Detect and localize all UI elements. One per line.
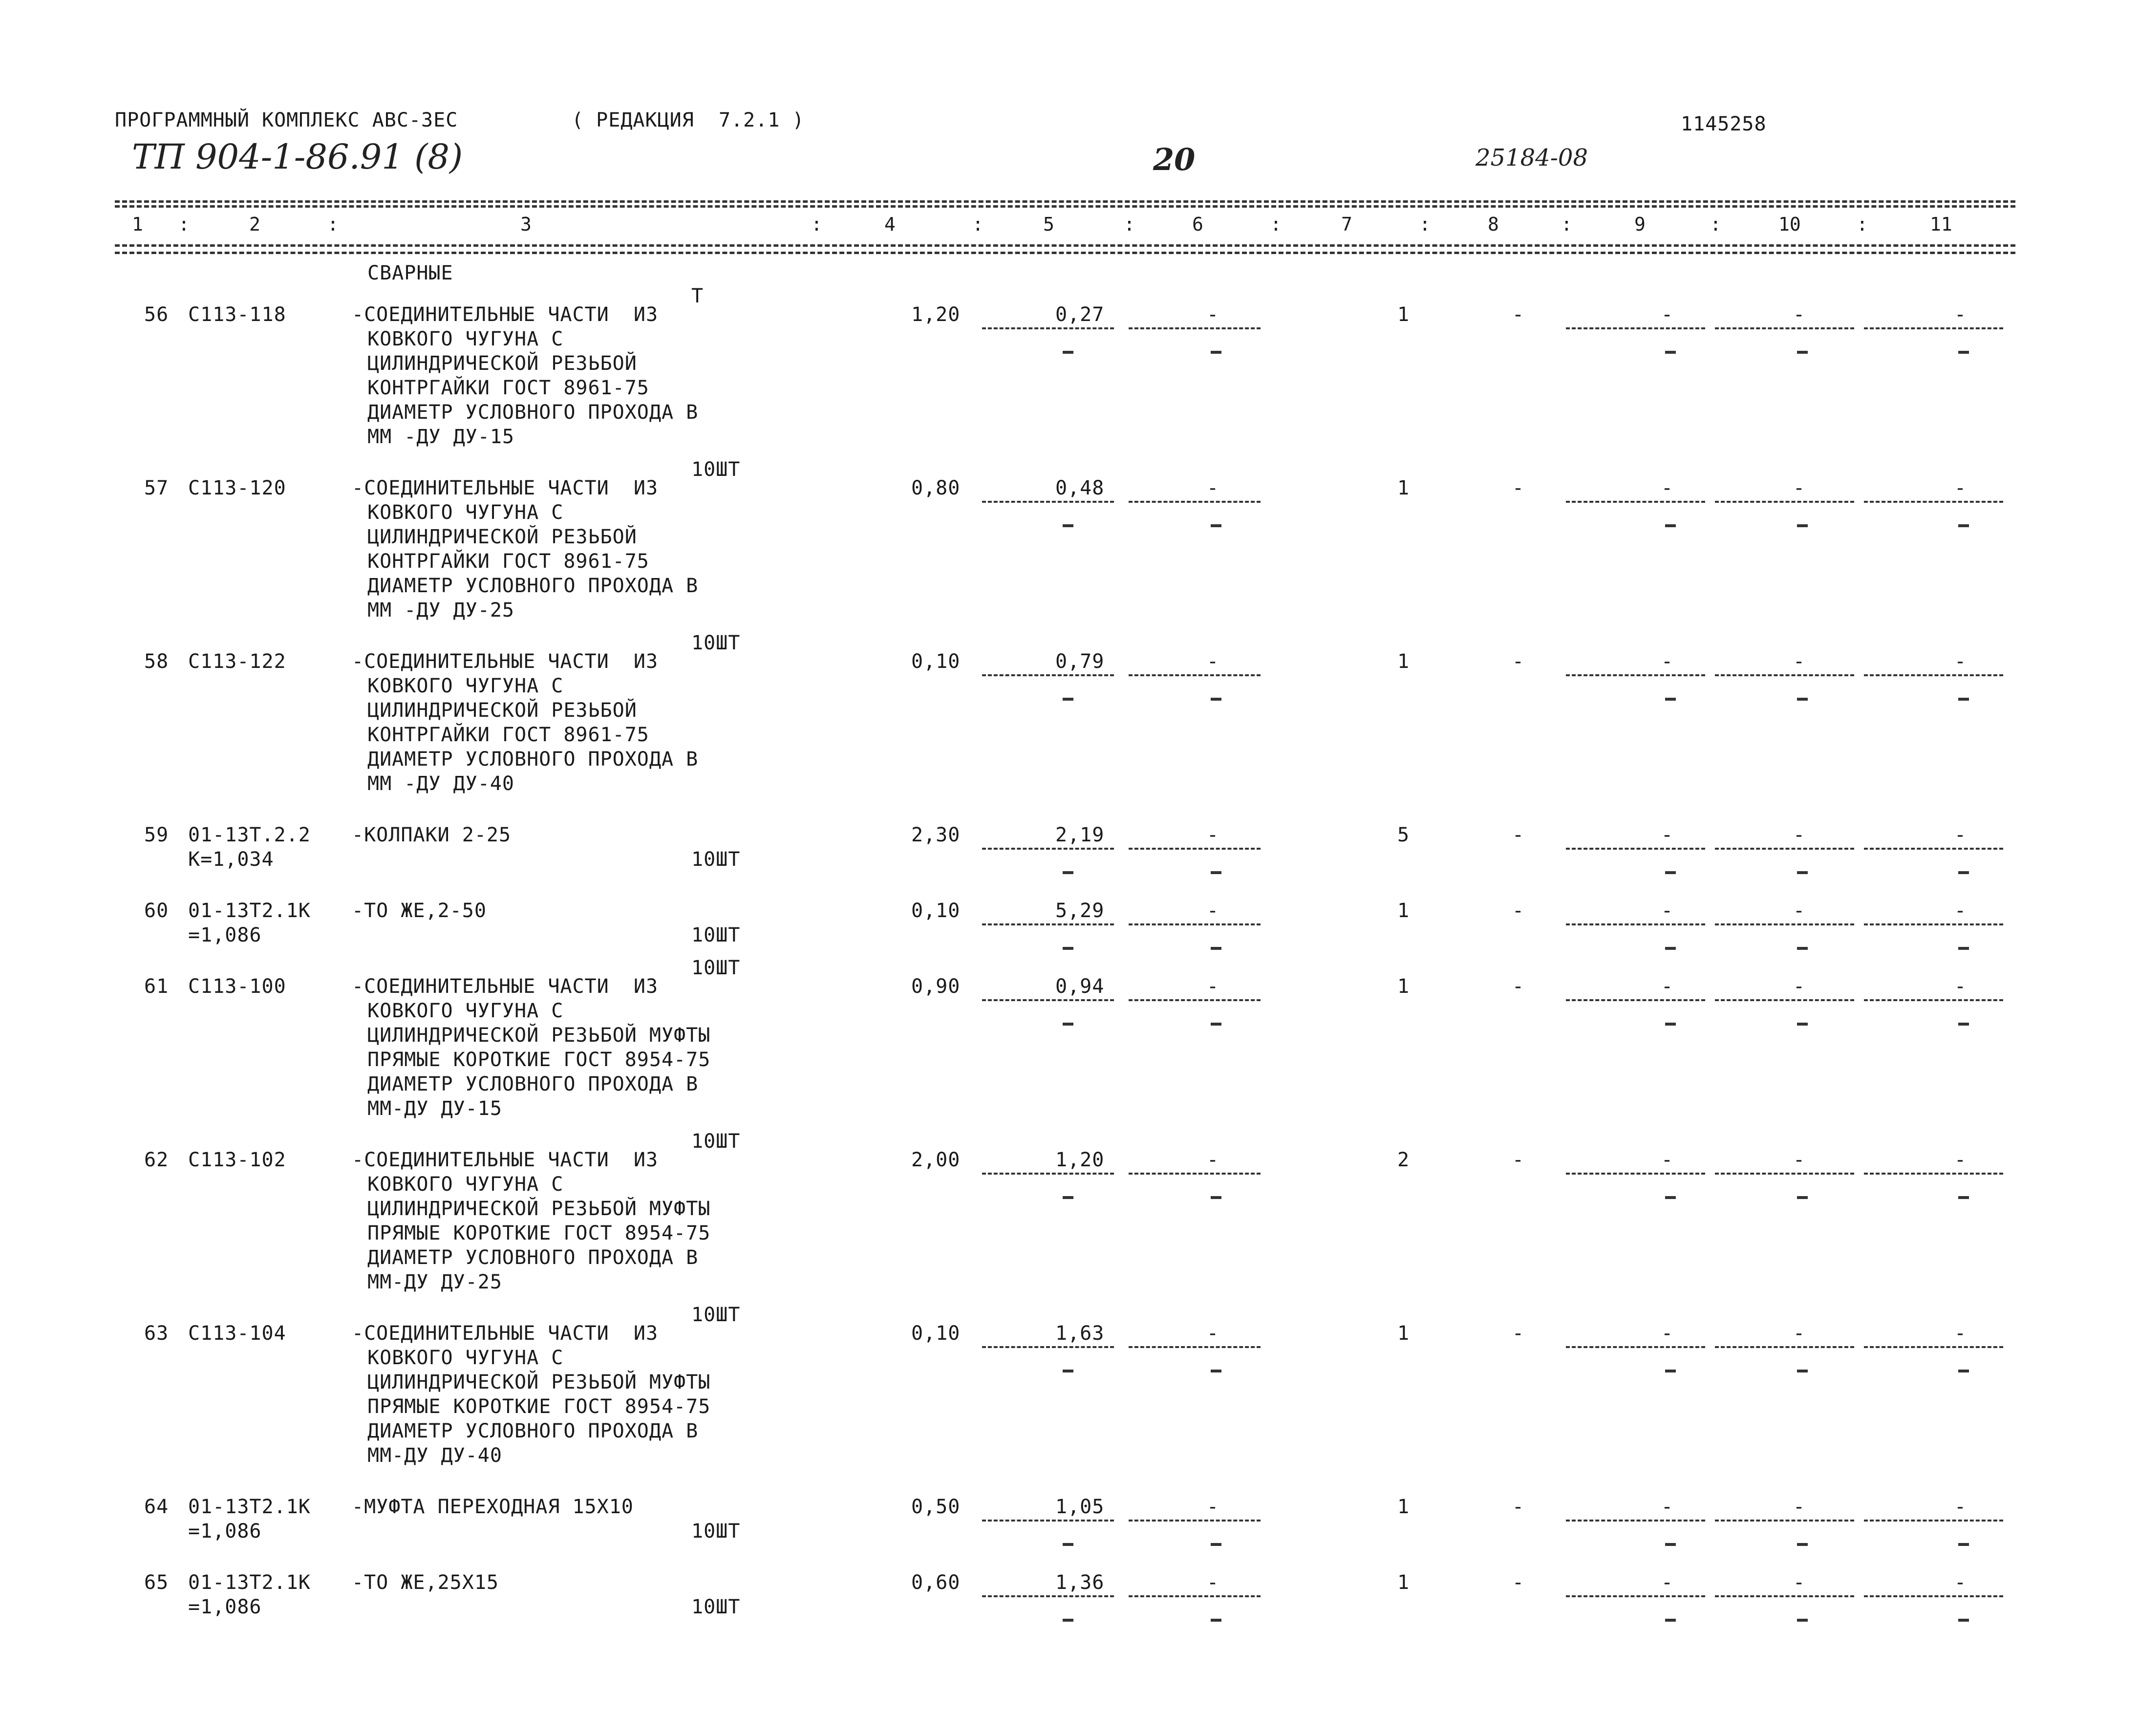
row-description-line: ММ -ДУ ДУ-40 <box>367 772 514 795</box>
cell-col4: 1,20 <box>911 303 961 326</box>
empty-value-mark <box>1211 351 1221 354</box>
fraction-line <box>1864 501 2003 503</box>
cell-col6: - <box>1207 975 1219 998</box>
fraction-line <box>1864 1520 2003 1522</box>
table-row <box>0 1304 2139 1498</box>
table-row <box>0 1495 2139 1573</box>
cell-col9: - <box>1661 975 1674 998</box>
cell-col7: 2 <box>1397 1149 1410 1171</box>
empty-value-mark <box>1665 524 1676 527</box>
empty-value-mark <box>1958 1619 1969 1622</box>
section-title: СВАРНЫЕ <box>367 262 453 284</box>
table-row <box>0 1571 2139 1649</box>
fraction-line <box>982 327 1114 329</box>
cell-col6: - <box>1207 1149 1219 1171</box>
table-row <box>0 957 2139 1151</box>
fraction-line <box>1715 1346 1854 1348</box>
empty-value-mark <box>1665 1196 1676 1199</box>
row-code: 01-13Т2.1К <box>188 1496 311 1518</box>
row-number: 64 <box>144 1496 169 1518</box>
cell-col5: 0,27 <box>1055 303 1105 326</box>
empty-value-mark <box>1797 871 1808 874</box>
row-description-line: ПРЯМЫЕ КОРОТКИЕ ГОСТ 8954-75 <box>367 1222 711 1244</box>
cell-col9: - <box>1661 1322 1674 1345</box>
cell-col10: - <box>1793 1571 1806 1594</box>
cell-col11: - <box>1954 1496 1967 1518</box>
row-description-line: КОНТРГАЙКИ ГОСТ 8961-75 <box>367 724 649 746</box>
empty-value-mark <box>1797 524 1808 527</box>
empty-value-mark <box>1797 947 1808 950</box>
fraction-line <box>1566 1173 1705 1175</box>
column-header-10: 10 <box>1778 214 1801 235</box>
row-description-line: ММ-ДУ ДУ-40 <box>367 1444 502 1467</box>
fraction-line <box>1715 999 1854 1001</box>
row-code: 01-13Т.2.2 <box>188 824 311 846</box>
cell-col5: 2,19 <box>1055 824 1105 846</box>
cell-col4: 0,10 <box>911 1322 961 1345</box>
fraction-line <box>1715 674 1854 676</box>
row-unit: 10ШТ <box>691 1596 741 1618</box>
column-header-6: 6 <box>1192 214 1203 235</box>
row-code: С113-120 <box>188 477 286 499</box>
empty-value-mark <box>1063 947 1073 950</box>
empty-value-mark <box>1797 698 1808 701</box>
empty-value-mark <box>1958 351 1969 354</box>
row-description-line: ДИАМЕТР УСЛОВНОГО ПРОХОДА В <box>367 575 699 597</box>
empty-value-mark <box>1211 1196 1221 1199</box>
cell-col6: - <box>1207 824 1219 846</box>
row-description-line: КОНТРГАЙКИ ГОСТ 8961-75 <box>367 550 649 573</box>
cell-col8: - <box>1512 975 1525 998</box>
empty-value-mark <box>1063 524 1073 527</box>
row-unit: 10ШТ <box>691 1304 741 1326</box>
cell-col4: 0,80 <box>911 477 961 499</box>
edition-label: ( РЕДАКЦИЯ 7.2.1 ) <box>572 109 805 131</box>
cell-col10: - <box>1793 824 1806 846</box>
cell-col7: 1 <box>1397 1322 1410 1345</box>
fraction-line <box>1129 1173 1261 1175</box>
cell-col6: - <box>1207 477 1219 499</box>
cell-col5: 1,20 <box>1055 1149 1105 1171</box>
empty-value-mark <box>1797 1370 1808 1372</box>
fraction-line <box>1129 674 1261 676</box>
table-row <box>0 458 2139 652</box>
row-number: 60 <box>144 900 169 922</box>
column-header-4: 4 <box>884 214 896 235</box>
cell-col8: - <box>1512 824 1525 846</box>
empty-value-mark <box>1211 1023 1221 1026</box>
empty-value-mark <box>1063 351 1073 354</box>
cell-col5: 0,48 <box>1055 477 1105 499</box>
table-row <box>0 285 2139 479</box>
empty-value-mark <box>1797 1023 1808 1026</box>
cell-col10: - <box>1793 1149 1806 1171</box>
fraction-line <box>1566 848 1705 850</box>
empty-value-mark <box>1665 351 1676 354</box>
empty-value-mark <box>1958 1543 1969 1546</box>
cell-col10: - <box>1793 975 1806 998</box>
fraction-line <box>1864 848 2003 850</box>
cell-col5: 0,94 <box>1055 975 1105 998</box>
cell-col7: 1 <box>1397 303 1410 326</box>
header-top-rule-2 <box>115 205 2015 208</box>
row-code: С113-118 <box>188 303 286 326</box>
column-header-7: 7 <box>1341 214 1352 235</box>
header-bottom-rule-2 <box>115 252 2015 254</box>
cell-col9: - <box>1661 824 1674 846</box>
row-description-line: КОВКОГО ЧУГУНА С <box>367 1347 564 1369</box>
column-separator: : <box>1270 214 1282 235</box>
table-row <box>0 899 2139 977</box>
empty-value-mark <box>1958 698 1969 701</box>
empty-value-mark <box>1211 524 1221 527</box>
empty-value-mark <box>1665 947 1676 950</box>
row-description-line: -СОЕДИНИТЕЛЬНЫЕ ЧАСТИ ИЗ <box>352 650 659 673</box>
row-description-line: ЦИЛИНДРИЧЕСКОЙ РЕЗЬБОЙ МУФТЫ <box>367 1371 711 1393</box>
row-description-line: ММ -ДУ ДУ-15 <box>367 426 514 448</box>
cell-col11: - <box>1954 975 1967 998</box>
cell-col5: 1,63 <box>1055 1322 1105 1345</box>
row-code: =1,086 <box>188 924 262 946</box>
header-bottom-rule <box>115 244 2015 247</box>
fraction-line <box>1129 501 1261 503</box>
fraction-line <box>1566 1346 1705 1348</box>
empty-value-mark <box>1958 871 1969 874</box>
cell-col4: 0,90 <box>911 975 961 998</box>
column-separator: : <box>1419 214 1431 235</box>
empty-value-mark <box>1211 1370 1221 1372</box>
fraction-line <box>1129 1520 1261 1522</box>
fraction-line <box>1566 1520 1705 1522</box>
cell-col5: 0,79 <box>1055 650 1105 673</box>
column-separator: : <box>811 214 822 235</box>
program-title: ПРОГРАММНЫЙ КОМПЛЕКС АВС-3ЕС <box>115 109 458 131</box>
handwritten-page-number: 20 <box>1153 142 1196 177</box>
row-description-line: ДИАМЕТР УСЛОВНОГО ПРОХОДА В <box>367 1073 699 1095</box>
fraction-line <box>1864 1595 2003 1597</box>
empty-value-mark <box>1958 524 1969 527</box>
row-number: 65 <box>144 1571 169 1594</box>
cell-col6: - <box>1207 900 1219 922</box>
cell-col8: - <box>1512 477 1525 499</box>
fraction-line <box>982 1346 1114 1348</box>
empty-value-mark <box>1211 871 1221 874</box>
empty-value-mark <box>1958 1370 1969 1372</box>
column-header-11: 11 <box>1930 214 1952 235</box>
row-number: 63 <box>144 1322 169 1345</box>
cell-col4: 0,60 <box>911 1571 961 1594</box>
row-description-line: ММ -ДУ ДУ-25 <box>367 599 514 622</box>
fraction-line <box>1566 999 1705 1001</box>
row-code: С113-100 <box>188 975 286 998</box>
empty-value-mark <box>1797 1543 1808 1546</box>
empty-value-mark <box>1063 1543 1073 1546</box>
empty-value-mark <box>1665 1543 1676 1546</box>
cell-col7: 5 <box>1397 824 1410 846</box>
row-description-line: ЦИЛИНДРИЧЕСКОЙ РЕЗЬБОЙ МУФТЫ <box>367 1024 711 1047</box>
fraction-line <box>1129 1595 1261 1597</box>
fraction-line <box>1715 923 1854 925</box>
row-description-line: ДИАМЕТР УСЛОВНОГО ПРОХОДА В <box>367 401 699 424</box>
table-row <box>0 632 2139 826</box>
row-unit: 10ШТ <box>691 632 741 654</box>
cell-col6: - <box>1207 1322 1219 1345</box>
column-separator: : <box>327 214 339 235</box>
fraction-line <box>1129 1346 1261 1348</box>
cell-col11: - <box>1954 650 1967 673</box>
row-unit: 10ШТ <box>691 957 741 979</box>
cell-col8: - <box>1512 1322 1525 1345</box>
row-unit: Т <box>691 285 704 307</box>
fraction-line <box>1566 501 1705 503</box>
column-separator: : <box>1124 214 1135 235</box>
row-description-line: ММ-ДУ ДУ-15 <box>367 1097 502 1120</box>
cell-col11: - <box>1954 477 1967 499</box>
fraction-line <box>1715 1173 1854 1175</box>
row-unit: 10ШТ <box>691 1520 741 1543</box>
column-header-8: 8 <box>1488 214 1499 235</box>
column-separator: : <box>1857 214 1868 235</box>
cell-col4: 2,00 <box>911 1149 961 1171</box>
fraction-line <box>1715 327 1854 329</box>
cell-col10: - <box>1793 650 1806 673</box>
table-row <box>0 1130 2139 1324</box>
fraction-line <box>1864 674 2003 676</box>
row-description-line: КОВКОГО ЧУГУНА С <box>367 1000 564 1022</box>
cell-col8: - <box>1512 1149 1525 1171</box>
fraction-line <box>1566 674 1705 676</box>
row-description-line: ЦИЛИНДРИЧЕСКОЙ РЕЗЬБОЙ <box>367 526 637 548</box>
cell-col8: - <box>1512 303 1525 326</box>
fraction-line <box>1566 1595 1705 1597</box>
fraction-line <box>982 1520 1114 1522</box>
cell-col11: - <box>1954 1322 1967 1345</box>
cell-col9: - <box>1661 1571 1674 1594</box>
fraction-line <box>1129 923 1261 925</box>
empty-value-mark <box>1958 1023 1969 1026</box>
handwritten-doc-number: 25184-08 <box>1476 144 1588 171</box>
fraction-line <box>982 1595 1114 1597</box>
cell-col11: - <box>1954 303 1967 326</box>
row-description-line: -ТО ЖЕ,25Х15 <box>352 1571 499 1594</box>
row-code: =1,086 <box>188 1520 262 1543</box>
empty-value-mark <box>1665 1370 1676 1372</box>
column-header-9: 9 <box>1634 214 1646 235</box>
row-description-line: ПРЯМЫЕ КОРОТКИЕ ГОСТ 8954-75 <box>367 1049 711 1071</box>
fraction-line <box>1864 327 2003 329</box>
empty-value-mark <box>1665 1619 1676 1622</box>
row-code: 01-13Т2.1К <box>188 1571 311 1594</box>
cell-col5: 1,36 <box>1055 1571 1105 1594</box>
row-description-line: ДИАМЕТР УСЛОВНОГО ПРОХОДА В <box>367 748 699 771</box>
empty-value-mark <box>1063 1196 1073 1199</box>
empty-value-mark <box>1211 1619 1221 1622</box>
cell-col7: 1 <box>1397 650 1410 673</box>
empty-value-mark <box>1211 947 1221 950</box>
cell-col10: - <box>1793 303 1806 326</box>
fraction-line <box>1715 848 1854 850</box>
cell-col9: - <box>1661 900 1674 922</box>
cell-col10: - <box>1793 1496 1806 1518</box>
row-description-line: ЦИЛИНДРИЧЕСКОЙ РЕЗЬБОЙ <box>367 352 637 375</box>
handwritten-project-number: ТП 904-1-86.91 (8) <box>132 137 463 177</box>
fraction-line <box>1715 1595 1854 1597</box>
row-number: 56 <box>144 303 169 326</box>
cell-col9: - <box>1661 650 1674 673</box>
fraction-line <box>982 674 1114 676</box>
empty-value-mark <box>1797 1196 1808 1199</box>
row-description-line: ЦИЛИНДРИЧЕСКОЙ РЕЗЬБОЙ <box>367 699 637 722</box>
empty-value-mark <box>1211 1543 1221 1546</box>
fraction-line <box>982 999 1114 1001</box>
column-separator: : <box>1561 214 1572 235</box>
cell-col4: 0,10 <box>911 900 961 922</box>
cell-col10: - <box>1793 1322 1806 1345</box>
row-description-line: -СОЕДИНИТЕЛЬНЫЕ ЧАСТИ ИЗ <box>352 1322 659 1345</box>
row-code: К=1,034 <box>188 848 274 871</box>
row-description-line: ММ-ДУ ДУ-25 <box>367 1271 502 1293</box>
fraction-line <box>982 848 1114 850</box>
cell-col7: 1 <box>1397 975 1410 998</box>
row-description-line: ДИАМЕТР УСЛОВНОГО ПРОХОДА В <box>367 1246 699 1269</box>
row-number: 59 <box>144 824 169 846</box>
empty-value-mark <box>1797 1619 1808 1622</box>
row-number: 62 <box>144 1149 169 1171</box>
cell-col10: - <box>1793 900 1806 922</box>
fraction-line <box>1129 327 1261 329</box>
cell-col8: - <box>1512 1571 1525 1594</box>
fraction-line <box>982 1173 1114 1175</box>
cell-col11: - <box>1954 824 1967 846</box>
row-description-line: КОНТРГАЙКИ ГОСТ 8961-75 <box>367 377 649 399</box>
table-row <box>0 823 2139 901</box>
column-separator: : <box>178 214 190 235</box>
cell-col8: - <box>1512 650 1525 673</box>
row-description-line: КОВКОГО ЧУГУНА С <box>367 501 564 524</box>
cell-col7: 1 <box>1397 477 1410 499</box>
column-separator: : <box>972 214 984 235</box>
column-header-2: 2 <box>249 214 260 235</box>
row-unit: 10ШТ <box>691 1130 741 1153</box>
row-description-line: КОВКОГО ЧУГУНА С <box>367 675 564 697</box>
column-header-5: 5 <box>1043 214 1054 235</box>
row-description-line: -СОЕДИНИТЕЛЬНЫЕ ЧАСТИ ИЗ <box>352 303 659 326</box>
row-description-line: -КОЛПАКИ 2-25 <box>352 824 512 846</box>
cell-col10: - <box>1793 477 1806 499</box>
row-code: С113-122 <box>188 650 286 673</box>
row-description-line: -МУФТА ПЕРЕХОДНАЯ 15Х10 <box>352 1496 634 1518</box>
row-number: 57 <box>144 477 169 499</box>
row-code: С113-102 <box>188 1149 286 1171</box>
row-code: 01-13Т2.1К <box>188 900 311 922</box>
empty-value-mark <box>1665 698 1676 701</box>
empty-value-mark <box>1063 871 1073 874</box>
fraction-line <box>1129 848 1261 850</box>
cell-col11: - <box>1954 1149 1967 1171</box>
row-description-line: ПРЯМЫЕ КОРОТКИЕ ГОСТ 8954-75 <box>367 1395 711 1418</box>
empty-value-mark <box>1958 947 1969 950</box>
empty-value-mark <box>1665 871 1676 874</box>
fraction-line <box>982 923 1114 925</box>
row-description-line: -ТО ЖЕ,2-50 <box>352 900 487 922</box>
fraction-line <box>1864 923 2003 925</box>
empty-value-mark <box>1958 1196 1969 1199</box>
cell-col11: - <box>1954 900 1967 922</box>
empty-value-mark <box>1063 1370 1073 1372</box>
cell-col5: 1,05 <box>1055 1496 1105 1518</box>
fraction-line <box>1566 923 1705 925</box>
cell-col6: - <box>1207 650 1219 673</box>
cell-col6: - <box>1207 303 1219 326</box>
fraction-line <box>1864 1173 2003 1175</box>
row-description-line: КОВКОГО ЧУГУНА С <box>367 1173 564 1196</box>
fraction-line <box>1864 1346 2003 1348</box>
cell-col7: 1 <box>1397 1571 1410 1594</box>
row-number: 58 <box>144 650 169 673</box>
cell-col7: 1 <box>1397 1496 1410 1518</box>
fraction-line <box>1129 999 1261 1001</box>
empty-value-mark <box>1211 698 1221 701</box>
row-unit: 10ШТ <box>691 924 741 946</box>
row-code: С113-104 <box>188 1322 286 1345</box>
row-description-line: -СОЕДИНИТЕЛЬНЫЕ ЧАСТИ ИЗ <box>352 975 659 998</box>
column-header-3: 3 <box>520 214 532 235</box>
cell-col6: - <box>1207 1496 1219 1518</box>
empty-value-mark <box>1665 1023 1676 1026</box>
cell-col7: 1 <box>1397 900 1410 922</box>
fraction-line <box>1715 501 1854 503</box>
document-code: 1145258 <box>1681 113 1767 135</box>
row-description-line: -СОЕДИНИТЕЛЬНЫЕ ЧАСТИ ИЗ <box>352 1149 659 1171</box>
cell-col5: 5,29 <box>1055 900 1105 922</box>
row-code: =1,086 <box>188 1596 262 1618</box>
cell-col9: - <box>1661 477 1674 499</box>
empty-value-mark <box>1063 1619 1073 1622</box>
row-unit: 10ШТ <box>691 848 741 871</box>
cell-col11: - <box>1954 1571 1967 1594</box>
empty-value-mark <box>1797 351 1808 354</box>
empty-value-mark <box>1063 1023 1073 1026</box>
fraction-line <box>982 501 1114 503</box>
cell-col9: - <box>1661 1496 1674 1518</box>
column-header-1: 1 <box>132 214 143 235</box>
fraction-line <box>1715 1520 1854 1522</box>
row-description-line: КОВКОГО ЧУГУНА С <box>367 328 564 350</box>
row-unit: 10ШТ <box>691 458 741 481</box>
cell-col8: - <box>1512 900 1525 922</box>
fraction-line <box>1566 327 1705 329</box>
row-number: 61 <box>144 975 169 998</box>
empty-value-mark <box>1063 698 1073 701</box>
cell-col4: 0,50 <box>911 1496 961 1518</box>
cell-col4: 2,30 <box>911 824 961 846</box>
cell-col8: - <box>1512 1496 1525 1518</box>
column-separator: : <box>1710 214 1721 235</box>
row-description-line: -СОЕДИНИТЕЛЬНЫЕ ЧАСТИ ИЗ <box>352 477 659 499</box>
fraction-line <box>1864 999 2003 1001</box>
cell-col9: - <box>1661 1149 1674 1171</box>
cell-col6: - <box>1207 1571 1219 1594</box>
header-top-rule <box>115 200 2015 203</box>
row-description-line: ДИАМЕТР УСЛОВНОГО ПРОХОДА В <box>367 1420 699 1442</box>
cell-col9: - <box>1661 303 1674 326</box>
cell-col4: 0,10 <box>911 650 961 673</box>
row-description-line: ЦИЛИНДРИЧЕСКОЙ РЕЗЬБОЙ МУФТЫ <box>367 1198 711 1220</box>
